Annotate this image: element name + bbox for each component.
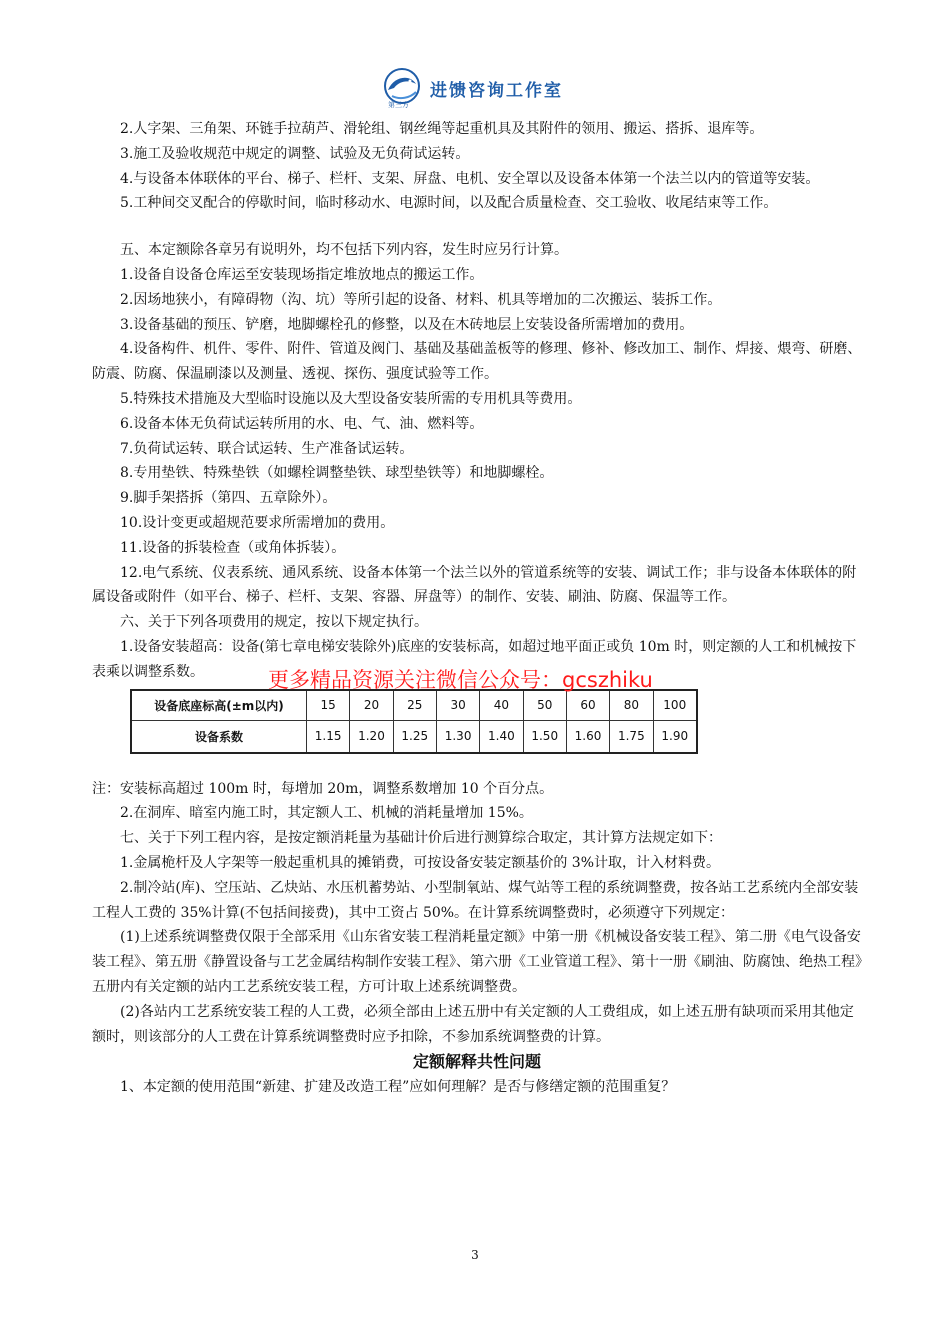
- paragraph: 9.脚手架搭拆（第四、五章除外）。: [120, 490, 337, 507]
- table-cell: 1.25: [393, 720, 436, 753]
- paragraph: 10.设计变更或超规范要求所需增加的费用。: [120, 514, 395, 531]
- table-cell: 60: [566, 690, 609, 721]
- paragraph: 5.工种间交叉配合的停歇时间，临时移动水、电源时间，以及配合质量检查、交工验收、收尾结束等工作。: [120, 195, 778, 212]
- paragraph: 3.施工及验收规范中规定的调整、试验及无负荷试运转。: [120, 145, 470, 162]
- logo-subtext: 第三方: [388, 101, 409, 109]
- section-seven-heading: 七、关于下列工程内容，是按定额消耗量为基础计价后进行测算综合取定，其计算方法规定如下：: [120, 830, 722, 847]
- paragraph: 2.在洞库、暗室内施工时，其定额人工、机械的消耗量增加 15%。: [120, 805, 533, 822]
- table-cell: 30: [436, 690, 479, 721]
- table-cell: 40: [480, 690, 523, 721]
- table-cell: 25: [393, 690, 436, 721]
- table-note: 注：安装标高超过 100m 时，每增加 20m，调整系数增加 10 个百分点。: [92, 780, 554, 797]
- table-header-cell: 设备系数: [131, 720, 307, 753]
- paragraph: 1.金属桅杆及人字架等一般起重机具的摊销费，可按设备安装定额基价的 3%计取，计入材料费。: [120, 854, 721, 871]
- main-content: [92, 117, 862, 1100]
- table-cell: 1.30: [436, 720, 479, 753]
- paragraph: 2.制冷站(库)、空压站、乙炔站、水压机蓄势站、小型制氧站、煤气站等工程的系统调整费，按各站工艺系统内全部安装工程人工费的 35%计算(不包括间接费)，其中工资占 50%。在计算系统调整费时，必须遵守下列规定：: [92, 879, 859, 921]
- section-six-heading: 六、关于下列各项费用的规定，按以下规定执行。: [120, 614, 428, 631]
- table-cell: 50: [523, 690, 566, 721]
- table-header-cell: 设备底座标高(±m以内): [131, 690, 307, 721]
- table-cell: 20: [350, 690, 393, 721]
- table-cell: 15: [307, 690, 350, 721]
- table-cell: 100: [653, 690, 697, 721]
- studio-name: 进馈咨询工作室: [430, 81, 563, 101]
- table-cell: 80: [610, 690, 653, 721]
- paragraph: 5.特殊技术措施及大型临时设施以及大型设备安装所需的专用机具等费用。: [120, 390, 582, 407]
- coefficient-table: [130, 689, 698, 754]
- table-cell: 1.75: [610, 720, 653, 753]
- paragraph: 11.设备的拆装检查（或角体拆装）。: [120, 539, 346, 556]
- paragraph: 1.设备自设备仓库运至安装现场指定堆放地点的搬运工作。: [120, 266, 484, 283]
- page-number: 3: [471, 1248, 479, 1262]
- section-five-heading: 五、本定额除各章另有说明外，均不包括下列内容，发生时应另行计算。: [120, 242, 568, 259]
- spacer: [92, 216, 862, 238]
- coefficient-table-wrap: [92, 685, 862, 777]
- table-cell: 1.90: [653, 720, 697, 753]
- table-cell: 1.40: [480, 720, 523, 753]
- paragraph: 2.因场地狭小，有障碍物（沟、坑）等所引起的设备、材料、机具等增加的二次搬运、装拆工作。: [120, 291, 722, 308]
- section-heading: 定额解释共性问题: [412, 1052, 541, 1072]
- table-cell: 1.15: [307, 720, 350, 753]
- table-cell: 1.20: [350, 720, 393, 753]
- question-item: 1、本定额的使用范围“新建、扩建及改造工程”应如何理解？是否与修缮定额的范围重复？: [120, 1079, 676, 1096]
- paragraph: (1)上述系统调整费仅限于全部采用《山东省安装工程消耗量定额》中第一册《机械设备安装工程》、第二册《电气设备安装工程》、第五册《静置设备与工艺金属结构制作安装工程》、第六册《工业管道工程》、第十一册《刷油、防腐蚀、绝热工程》五册内有关定额的站内工艺系统安装工程，方可计取上述系统调整费。: [92, 929, 862, 995]
- table-cell: 1.50: [523, 720, 566, 753]
- paragraph: 3.设备基础的预压、铲磨，地脚螺栓孔的修整，以及在木砖地层上安装设备所需增加的费用。: [120, 316, 694, 333]
- paragraph: 4.与设备本体联体的平台、梯子、栏杆、支架、屏盘、电机、安全罩以及设备本体第一个法兰以内的管道等安装。: [120, 170, 820, 187]
- paragraph: 7.负荷试运转、联合试运转、生产准备试运转。: [120, 440, 414, 457]
- paragraph: 6.设备本体无负荷试运转所用的水、电、气、油、燃料等。: [120, 415, 484, 432]
- paragraph: 1.设备安装超高：设备(第七章电梯安装除外)底座的安装标高，如超过地平面正或负 10m 时，则定额的人工和机械按下表乘以调整系数。: [92, 638, 857, 680]
- paragraph: 2.人字架、三角架、环链手拉葫芦、滑轮组、钢丝绳等起重机具及其附件的领用、搬运、搭拆、退库等。: [120, 121, 764, 137]
- table-cell: 1.60: [566, 720, 609, 753]
- paragraph: 8.专用垫铁、特殊垫铁（如螺栓调整垫铁、球型垫铁等）和地脚螺栓。: [120, 465, 554, 482]
- paragraph: 12.电气系统、仪表系统、通风系统、设备本体第一个法兰以外的管道系统等的安装、调试工作；非与设备本体联体的附属设备或附件（如平台、梯子、栏杆、支架、容器、屏盘等）的制作、安装、刷油、防腐、保温等工作。: [92, 564, 857, 606]
- paragraph: 4.设备构件、机件、零件、附件、管道及阀门、基础及基础盖板等的修理、修补、修改加工、制作、焊接、煨弯、研磨、防震、防腐、保温刷漆以及测量、透视、探伤、强度试验等工作。: [92, 341, 862, 383]
- table-row: [131, 690, 697, 721]
- table-row: [131, 720, 697, 753]
- paragraph: (2)各站内工艺系统安装工程的人工费，必须全部由上述五册中有关定额的人工费组成，如上述五册有缺项而采用其他定额时，则该部分的人工费在计算系统调整费时应予扣除，不参加系统调整费的计算。: [92, 1003, 854, 1045]
- header-logo: [380, 66, 580, 112]
- watermark-text: 更多精品资源关注微信公众号：gcszhiku: [268, 668, 653, 692]
